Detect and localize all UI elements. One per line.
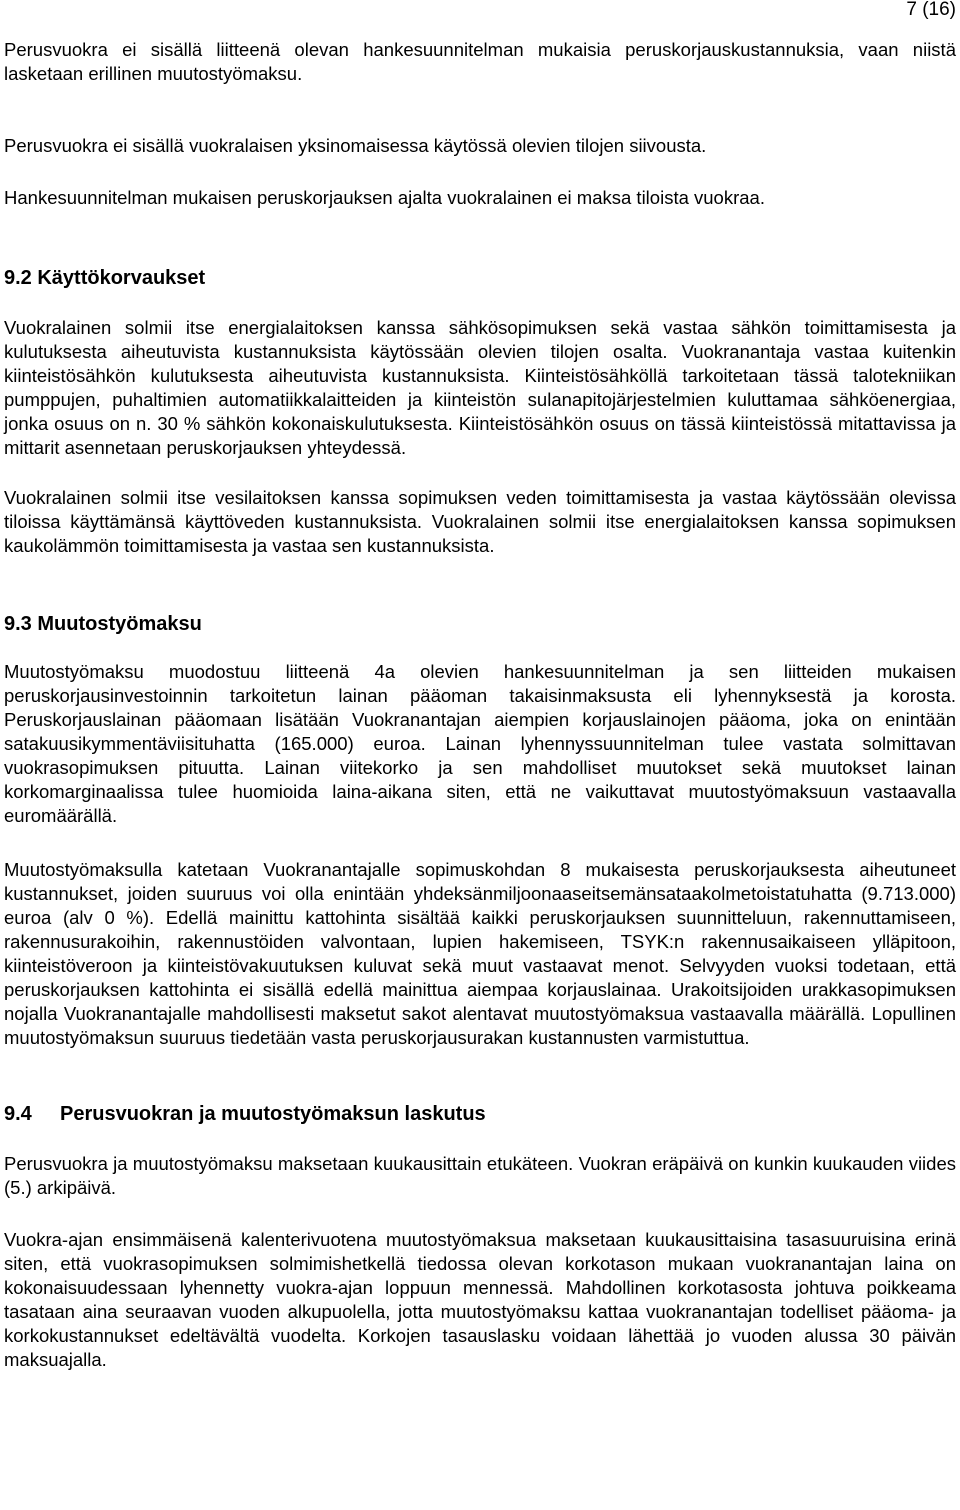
section-number: 9.4 — [4, 1103, 32, 1125]
paragraph: Hankesuunnitelman mukaisen peruskorjauksen ajalta vuokralainen ei maksa tiloista vuokraa. — [4, 187, 765, 208]
section-heading-9-4 — [4, 1102, 956, 1126]
section-heading-9-3: 9.3 Muutostyömaksu — [4, 613, 202, 635]
section-heading-9-2: 9.2 Käyttökorvaukset — [4, 267, 206, 289]
document-body — [4, 38, 956, 1372]
paragraph: Vuokralainen solmii itse energialaitoksen kanssa sähkösopimuksen sekä vastaa sähkön toimittamisesta ja kulutuksesta aiheutuvista kustannuksista käytössään olevien tilojen osalta. Vuokranantaja vastaa kuitenkin kiinteistösähkön kulutuksesta aiheutuvista kustannuksista. Kiinteistösähköllä tarkoitetaan tässä talotekniikan pumppujen, puhaltimien automatiikkalaitteiden ja kiinteistön sulanapitojärjestelmien kuluttamaa sähköenergiaa, jonka osuus on n. 30 % sähkön kokonaiskulutuksesta. Kiinteistösähkön osuus on tässä kiinteistössä mitattavissa ja mittarit asennetaan peruskorjauksen yhteydessä. — [4, 317, 956, 458]
paragraph: Perusvuokra ei sisällä liitteenä olevan hankesuunnitelman mukaisia peruskorjauskustannuksia, vaan niistä lasketaan erillinen muutostyömaksu. — [4, 39, 956, 84]
paragraph: Perusvuokra ei sisällä vuokralaisen yksinomaisessa käytössä olevien tilojen siivousta. — [4, 135, 707, 156]
paragraph: Perusvuokra ja muutostyömaksu maksetaan kuukausittain etukäteen. Vuokran eräpäivä on kunkin kuukauden viides (5.) arkipäivä. — [4, 1153, 956, 1198]
page-number: 7 (16) — [906, 0, 956, 20]
paragraph: Muutostyömaksu muodostuu liitteenä 4a olevien hankesuunnitelman ja sen liitteiden mukaisen peruskorjausinvestoinnin tarkoitetun lainan pääoman takaisinmaksusta eli lyhennyksestä ja korosta. Peruskorjauslainan pääomaan lisätään Vuokranantajan aiempien korjauslainojen pääoma, joka on enintään satakuusikymmentäviisituhatta (165.000) euroa. Lainan lyhennyssuunnitelman tulee vastata solmittavan vuokrasopimuksen pituutta. Lainan viitekorko ja sen mahdolliset muutokset sekä muutokset lainan korkomarginaalissa tulee huomioida laina-aikana siten, että ne vaikuttavat muutostyömaksuun vastaavalla euromäärällä. — [4, 661, 956, 826]
paragraph: Vuokralainen solmii itse vesilaitoksen kanssa sopimuksen veden toimittamisesta ja vastaa käytössään olevissa tiloissa käyttämänsä käyttöveden kustannuksista. Vuokralainen solmii itse energialaitoksen kanssa sopimuksen kaukolämmön toimittamisesta ja vastaa sen kustannuksista. — [4, 487, 956, 556]
paragraph: Muutostyömaksulla katetaan Vuokranantajalle sopimuskohdan 8 mukaisesta peruskorjauksesta aiheutuneet kustannukset, joiden suuruus voi olla enintään yhdeksänmiljoonaaseitsemänsataakolmetoistatuhatta (9.713.000) euroa (alv 0 %). Edellä mainittu kattohinta sisältää kaikki peruskorjauksen suunnitteluun, rakennuttamiseen, rakennusurakoihin, rakennustöiden valvontaan, lupien hakemiseen, TSYK:n rakennusaikaiseen ylläpitoon, kiinteistöveroon ja kiinteistövakuutuksen kuluvat sekä muut vastaavat menot. Selvyyden vuoksi todetaan, että peruskorjauksen kattohinta ei sisällä edellä mainittua aiempaa korjauslainaa. Urakoitsijoiden urakkasopimuksen nojalla Vuokranantajalle mahdollisesti maksetut sakot alentavat muutostyömaksua vastaavalla määrällä. Lopullinen muutostyömaksun suuruus tiedetään vasta peruskorjausurakan kustannusten varmistuttua. — [4, 859, 956, 1048]
paragraph: Vuokra-ajan ensimmäisenä kalenterivuotena muutostyömaksua maksetaan kuukausittaisina tasasuuruisina erinä siten, että vuokrasopimuksen solmimishetkellä tiedossa olevan korkotason mukaan vuokranantajan laina on kokonaisuudessaan lyhennetty vuokra-ajan loppuun mennessä. Mahdollinen korkotasosta johtuva poikkeama tasataan aina seuraavan vuoden alkupuolella, jotta muutostyömaksu kattaa vuokranantajan todelliset pääoma- ja korkokustannukset edeltävältä vuodelta. Korkojen tasauslasku voidaan lähettää jo vuoden alussa 30 päivän maksuajalla. — [4, 1229, 956, 1370]
section-title: Perusvuokran ja muutostyömaksun laskutus — [60, 1103, 486, 1125]
